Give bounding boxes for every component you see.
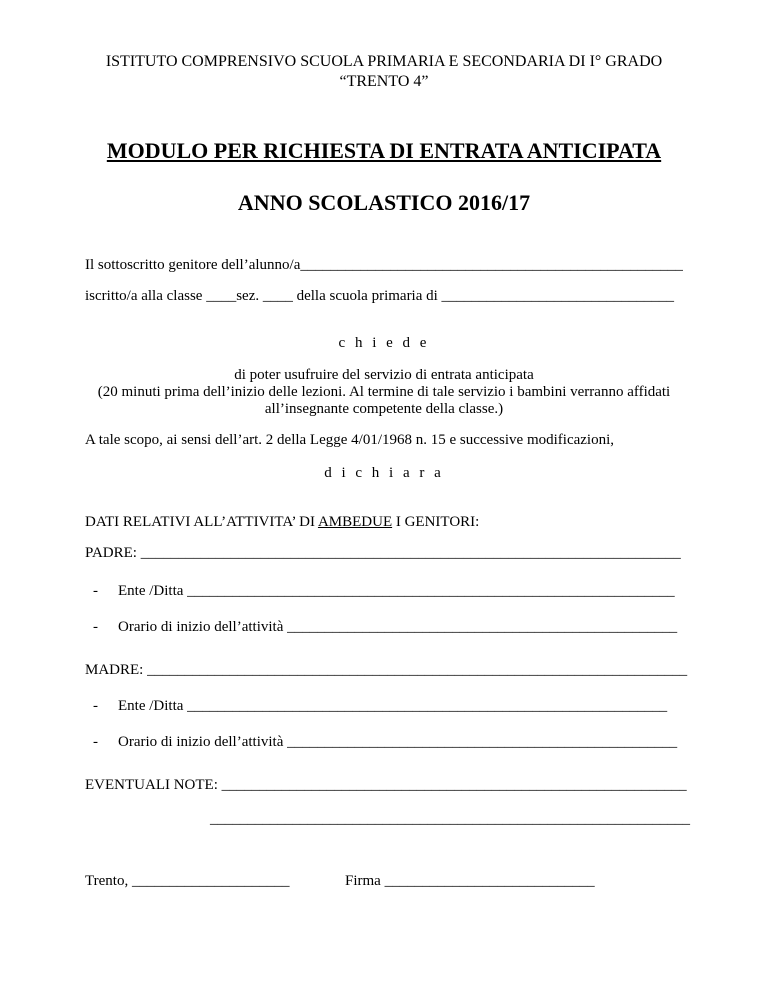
parents-data-suffix: I GENITORI: <box>392 514 480 530</box>
signature-line: Firma ____________________________ <box>345 873 595 889</box>
father-start-time-dash: - <box>93 619 98 635</box>
father-line: PADRE: ________________________________________________________________________ <box>85 545 681 561</box>
mother-start-time-line: Orario di inizio dell’attività ____________________________________________________ <box>118 734 678 750</box>
parents-data-prefix: DATI RELATIVI ALL’ATTIVITA’ DI <box>85 514 318 530</box>
school-year: ANNO SCOLASTICO 2016/17 <box>237 190 531 215</box>
father-start-time-line: Orario di inizio dell’attività ____________________________________________________ <box>118 619 678 635</box>
dichiara-heading: d i c h i a r a <box>324 465 444 481</box>
father-company-dash: - <box>93 583 98 599</box>
school-name-line1: ISTITUTO COMPRENSIVO SCUOLA PRIMARIA E SECONDARIA DI I° GRADO <box>105 53 663 70</box>
notes-continuation-line: ________________________________________________________________ <box>210 811 690 827</box>
law-reference: A tale scopo, ai sensi dell’art. 2 della Legge 4/01/1968 n. 15 e successive modificazioni, <box>85 432 615 448</box>
class-section-line: iscritto/a alla classe ____sez. ____ della scuola primaria di _______________________________ <box>85 288 675 304</box>
school-name-line2: “TRENTO 4” <box>339 73 429 90</box>
form-title: MODULO PER RICHIESTA DI ENTRATA ANTICIPATA <box>106 138 662 163</box>
mother-company-dash: - <box>93 698 98 714</box>
service-desc-line3: all’insegnante competente della classe.) <box>264 401 504 417</box>
student-name-line: Il sottoscritto genitore dell’alunno/a___________________________________________________ <box>85 257 683 273</box>
place-date-line: Trento, _____________________ <box>85 873 290 889</box>
father-company-line: Ente /Ditta _________________________________________________________________ <box>118 583 675 599</box>
mother-start-time-dash: - <box>93 734 98 750</box>
notes-line: EVENTUALI NOTE: ______________________________________________________________ <box>85 777 687 793</box>
parents-data-both: AMBEDUE <box>317 514 393 530</box>
mother-company-line: Ente /Ditta ________________________________________________________________ <box>118 698 668 714</box>
service-desc-line2: (20 minuti prima dell’inizio delle lezioni. Al termine di tale servizio i bambini verranno affidati <box>97 384 671 400</box>
service-desc-line1: di poter usufruire del servizio di entrata anticipata <box>234 367 534 383</box>
chiede-heading: c h i e d e <box>338 335 430 351</box>
mother-line: MADRE: ________________________________________________________________________ <box>85 662 688 678</box>
parents-data-heading <box>85 513 479 531</box>
